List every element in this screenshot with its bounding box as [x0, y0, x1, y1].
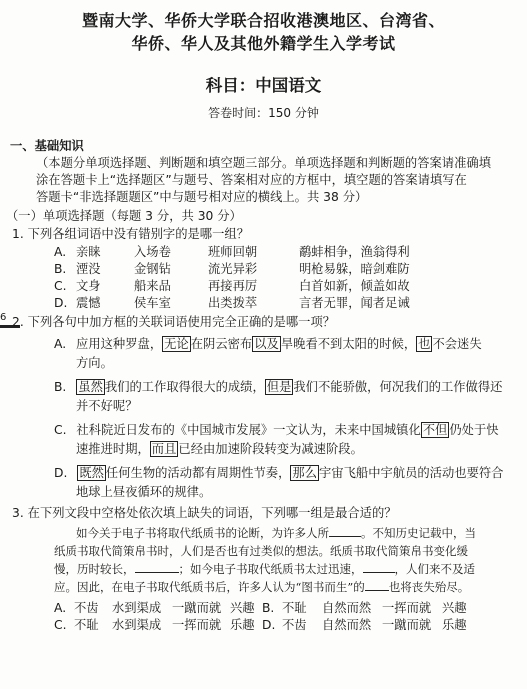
- word-3: 流光异彩: [208, 262, 258, 276]
- word-1: 震憾: [76, 296, 101, 310]
- word-3: 班师回朝: [208, 245, 258, 259]
- exam-title-line2: 华侨、华人及其他外籍学生入学考试: [131, 34, 396, 53]
- section-intro-line1: （本题分单项选择题、判断题和填空题三部分。单项选择题和判断题的答案请准确填: [36, 156, 491, 170]
- passage-line1: 如今关于电子书将取代纸质书的论断，为许多人所 。不知历史记载中，当: [76, 526, 476, 540]
- boxed-connective: 以及: [254, 337, 279, 351]
- section-intro-line3: 答题卡“非选择题题区”中与题号相对应的横线上。共 38 分）: [36, 190, 368, 204]
- word-2: 侯车室: [134, 296, 171, 310]
- q2-option-d-line2: 地球上昼夜循环的规律。: [76, 485, 212, 499]
- boxed-connective: 也: [418, 337, 431, 351]
- q2-option-c-line2: 速推进时期， 而且 已经由加速阶段转变为减速阶段。: [76, 442, 363, 456]
- word-1: 亲睐: [76, 245, 101, 259]
- option-label: D.: [54, 296, 68, 310]
- boxed-connective: 而且: [151, 442, 177, 456]
- option-label: C.: [54, 279, 67, 293]
- word-2: 入场卷: [134, 245, 171, 259]
- passage-line3: 慢，历时较长， ；如今电子书取代纸质书太过迅速， ，人们来不及适: [54, 562, 475, 576]
- fill-blank[interactable]: [363, 561, 395, 573]
- subject-heading: 科目：中国语文: [205, 76, 322, 95]
- word-4: 白首如新，倾盖如故: [299, 279, 410, 293]
- boxed-connective: 那么: [292, 466, 317, 480]
- q2-option-d[interactable]: D. 既然 任何生物的活动都有周期性节奏， 那么 宇宙飞船中宇航员的活动也要符合: [54, 466, 504, 480]
- word-4: 明枪易躲，暗剑难防: [299, 262, 410, 276]
- word-3: 出类拨萃: [208, 296, 258, 310]
- passage-line4: 应。因此，在电子书取代纸质书后，许多人认为“图书而生”的 也将丧失殆尽。: [54, 580, 470, 594]
- question-2-stem: 2. 下列各句中加方框的关联词语使用完全正确的是哪一项？: [12, 315, 336, 329]
- fill-blank[interactable]: [329, 525, 361, 537]
- word-2: 金钢钻: [134, 262, 171, 276]
- question-3-stem: 3. 在下列文段中空格处依次填上缺失的词语，下列哪一组是最合适的？: [12, 506, 397, 520]
- word-1: 湮没: [76, 262, 101, 276]
- q2-option-b-line2: 并不好呢？: [76, 399, 138, 413]
- word-4: 鹬蚌相争，渔翁得利: [299, 245, 410, 259]
- boxed-connective: 无论: [164, 337, 189, 351]
- word-4: 言者无罪，闻者足诫: [299, 296, 410, 310]
- q2-option-a-line2: 方向。: [76, 356, 113, 370]
- word-1: 文身: [76, 279, 101, 293]
- section-heading: 一、基础知识: [10, 139, 84, 153]
- fill-blank[interactable]: [135, 561, 179, 573]
- q2-option-a[interactable]: A. 应用这种罗盘， 无论 在阴云密布 以及 旱晚看不到太阳的时候， 也 不会迷失: [54, 337, 482, 351]
- word-2: 船来品: [134, 279, 171, 293]
- q2-option-b[interactable]: B. 虽然 我们的工作取得很大的成绩， 但是 我们不能骄傲，何况我们的工作做得还: [54, 380, 503, 394]
- exam-title-line1: 暨南大学、华侨大学联合招收港澳地区、台湾省、: [81, 11, 445, 30]
- boxed-connective: 既然: [79, 466, 104, 480]
- exam-page: 暨南大学、华侨大学联合招收港澳地区、台湾省、 华侨、华人及其他外籍学生入学考试 科目：中国语文 答卷时间：150 分钟 一、基础知识 （本题分单项选择题、判断题和填空题三部分。单项选择题和判断题的答案请准确填 涂在答题卡上“选择题区”与题号、答案相对应的方框中，填空题的答案请填写在 答题卡“非选择题题区”中与题号相对应的横线上。共 38 分） （一）单项选择题（每题 3 分，共 30 分） 1. 下列各组词语中没有错别字的是哪一组？ A. 亲睐 入场卷 班师回朝 鹬蚌相争，渔翁得利 B. 湮没 金钢钻 流光异彩 明枪易躲，暗剑难防 C. 文身 船来品 再接再厉 白首如新，倾盖如故 D. 震憾 侯车室 出类拨萃 言者无罪，闻者足诫 6 2. 下列各句中加方框的关联词语使用完全正确的是哪一项？ A. 应用这种罗盘， 无论 在阴云密布 以及 旱晚看不到太阳的时候， 也 不会迷失 方向。 B. 虽然 我们的工作取得很大的成绩， 但是 我们不能骄傲，何况我们的工作做得还 并不好呢？ C. 社科院近日发布的《中国城市发展》一文认为，未来中国城镇化 不但 仍处于快 速推进时期， 而且 已经由加速阶段转变为减速阶段。 D. 既然 任何生物的活动都有周期性节奏， 那么 宇宙飞船中宇航员的活动也要符合 地球上昼夜循环的规律。 3. 在下列文段中空格处依次填上缺失的词语，下列哪一组是最合适的？ 如今关于电子书将取代纸质书的论断，为许多人所 。不知历史记载中，当 纸质书取代简策帛书时，人们是否也有过类似的想法。纸质书取代简策帛书变化缓 慢，历时较长， ；如今电子书取代纸质书太过迅速， ，人们来不及适 应。因此，在电子书取代纸质书后，许多人认为“图书而生”的 也将丧失殆尽。 A. 不齿 水到渠成 一蹴而就 兴趣 B. 不耻 自然而然 一挥而就 兴趣 C. 不耻 水到渠成 一挥而就 乐趣 D. 不齿 自然而然 一蹴而就 乐趣: [0, 0, 527, 689]
- section-intro-line2: 涂在答题卡上“选择题区”与题号、答案相对应的方框中，填空题的答案请填写在: [36, 173, 467, 187]
- option-label: B.: [54, 262, 67, 276]
- fill-blank[interactable]: [365, 579, 389, 591]
- boxed-connective: 虽然: [78, 380, 103, 394]
- passage-line2: 纸质书取代简策帛书时，人们是否也有过类似的想法。纸质书取代简策帛书变化缓: [54, 544, 468, 558]
- margin-number: 6: [0, 312, 7, 323]
- question-1-stem: 1. 下列各组词语中没有错别字的是哪一组？: [12, 227, 249, 241]
- boxed-connective: 不但: [422, 423, 448, 437]
- option-label: A.: [54, 245, 67, 259]
- word-3: 再接再厉: [208, 279, 258, 293]
- exam-duration: 答卷时间：150 分钟: [208, 106, 319, 120]
- part-heading: （一）单项选择题（每题 3 分，共 30 分）: [6, 209, 242, 223]
- q2-option-c[interactable]: C. 社科院近日发布的《中国城市发展》一文认为，未来中国城镇化 不但 仍处于快: [54, 423, 499, 437]
- boxed-connective: 但是: [266, 380, 292, 394]
